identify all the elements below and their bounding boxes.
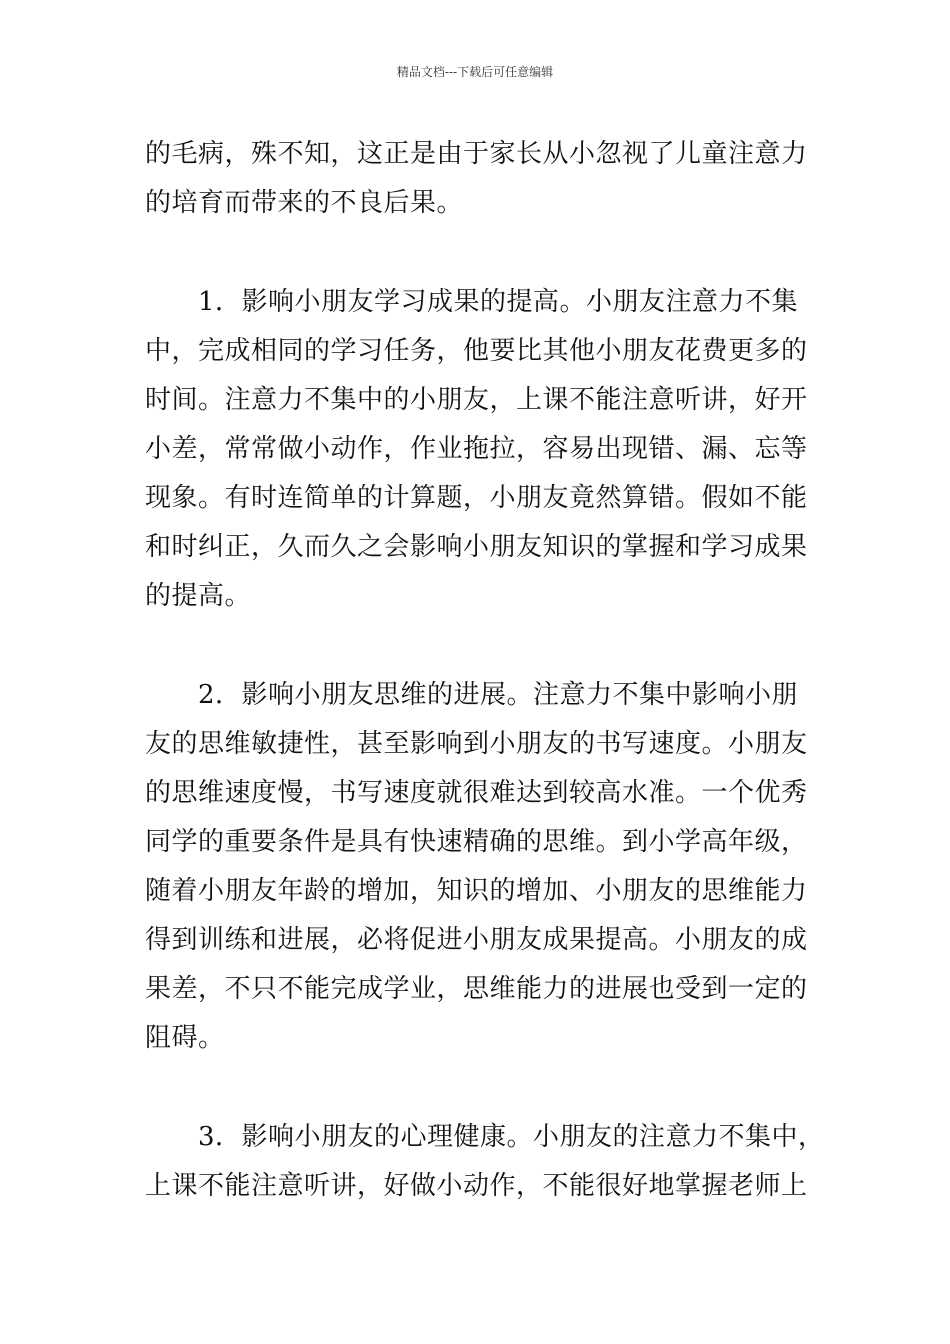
text-line: 果差，不只不能完成学业，思维能力的进展也受到一定的 [145, 974, 808, 1004]
text-line: 现象。有时连简单的计算题，小朋友竟然算错。假如不能 [145, 483, 808, 513]
text-line: 得到训练和进展，必将促进小朋友成果提高。小朋友的成 [145, 925, 808, 955]
paragraph-3 [145, 671, 815, 1063]
text-line: 的毛病，殊不知，这正是由于家长从小忽视了儿童注意力 [145, 139, 808, 169]
text-line: 的培育而带来的不良后果。 [145, 188, 464, 218]
text-line: 上课不能注意听讲，好做小动作，不能很好地掌握老师上 [145, 1171, 808, 1201]
text-line: 小差，常常做小动作，作业拖拉，容易出现错、漏、忘等 [145, 434, 808, 464]
text-line: 随着小朋友年龄的增加，知识的增加、小朋友的思维能力 [145, 876, 808, 906]
paragraph-1 [145, 130, 815, 228]
text-line: 的思维速度慢，书写速度就很难达到较高水准。一个优秀 [145, 778, 808, 808]
text-line: 同学的重要条件是具有快速精确的思维。到小学高年级， [145, 827, 808, 857]
text-line: 的提高。 [145, 581, 252, 611]
text-line: 和时纠正，久而久之会影响小朋友知识的掌握和学习成果 [145, 532, 808, 562]
paragraph-4 [145, 1113, 825, 1211]
text-line: 阻碍。 [145, 1023, 225, 1053]
paragraph-2 [145, 278, 815, 621]
text-line: 3．影响小朋友的心理健康。小朋友的注意力不集中， [145, 1122, 825, 1152]
text-line: 友的思维敏捷性，甚至影响到小朋友的书写速度。小朋友 [145, 729, 808, 759]
document-body [145, 130, 825, 1211]
text-line: 中，完成相同的学习任务，他要比其他小朋友花费更多的 [145, 336, 808, 366]
text-line: 2．影响小朋友思维的进展。注意力不集中影响小朋 [145, 680, 799, 710]
text-line: 1．影响小朋友学习成果的提高。小朋友注意力不集 [145, 287, 799, 317]
page-header: 精品文档---下载后可任意编辑 [396, 65, 554, 79]
text-line: 时间。注意力不集中的小朋友，上课不能注意听讲，好开 [145, 385, 808, 415]
